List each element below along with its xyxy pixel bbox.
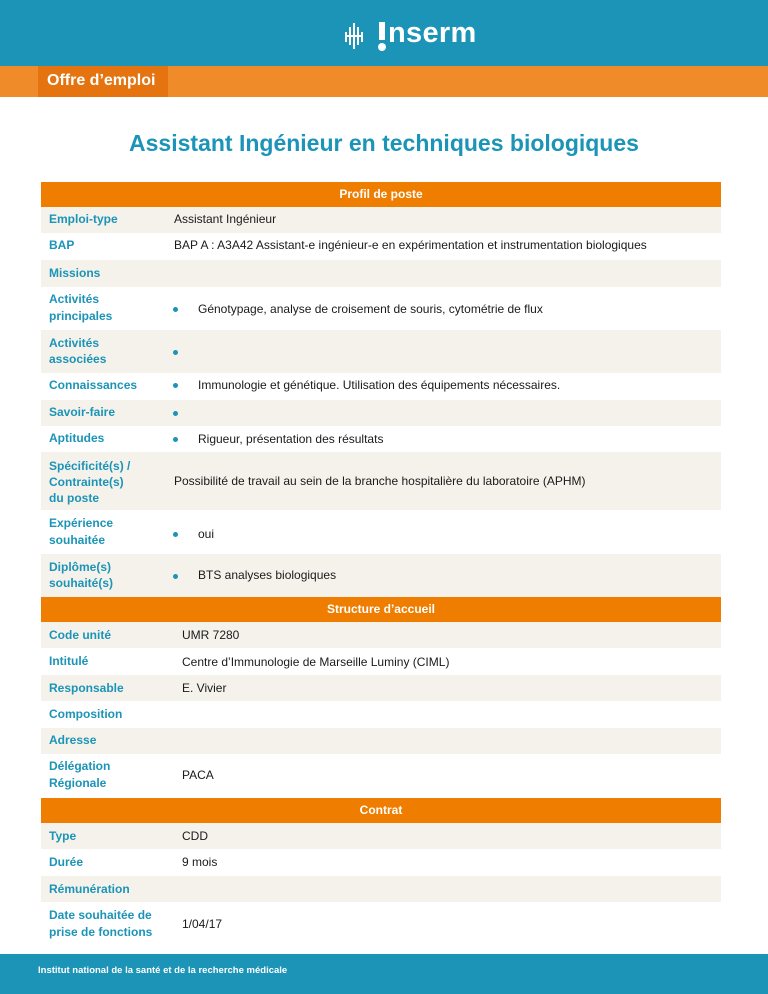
label-diplome-1: Diplôme(s) (49, 560, 112, 574)
label-code-unite: Code unité (49, 628, 111, 642)
label-intitule: Intitulé (49, 654, 89, 668)
label-delegation-1: Délégation (49, 759, 111, 773)
row-aptitudes (41, 426, 721, 452)
label-savoir-faire: Savoir-faire (49, 405, 116, 419)
label-experience-2: souhaitée (49, 533, 106, 547)
row-bap (41, 233, 721, 260)
row-specificite (41, 452, 721, 510)
label-missions: Missions (49, 266, 101, 280)
header-bar (0, 0, 768, 66)
row-duree (41, 849, 721, 876)
value-activites-principales: Génotypage, analyse de croisement de souris, cytométrie de flux (198, 302, 543, 316)
label-connaissances: Connaissances (49, 378, 138, 392)
label-diplome-2: souhaité(s) (49, 576, 114, 590)
label-date-1: Date souhaitée de (49, 908, 152, 922)
footer-bar (0, 954, 768, 994)
inserm-logo (345, 17, 477, 60)
offer-bar (0, 66, 768, 97)
label-responsable: Responsable (49, 681, 124, 695)
value-date: 1/04/17 (182, 917, 223, 931)
bullet-icon (173, 411, 178, 416)
logo-wordmark: nserm (388, 17, 477, 49)
row-code-unite (41, 622, 721, 648)
label-remuneration: Rémunération (49, 882, 130, 896)
row-delegation (41, 754, 721, 798)
footer-text: Institut national de la santé et de la recherche médicale (38, 965, 288, 976)
label-activites-principales-2: principales (49, 309, 113, 323)
label-delegation-2: Régionale (49, 776, 107, 790)
bullet-icon (173, 307, 178, 312)
logo-letter-i (377, 20, 388, 52)
value-code-unite: UMR 7280 (182, 628, 240, 642)
section-header-structure: Structure d’accueil (41, 597, 721, 622)
bullet-icon (173, 574, 178, 579)
row-responsable (41, 675, 721, 701)
row-savoir-faire (41, 400, 721, 426)
offer-label: Offre d’emploi (47, 72, 156, 89)
row-remuneration (41, 876, 721, 902)
label-aptitudes: Aptitudes (49, 431, 105, 445)
value-specificite: Possibilité de travail au sein de la branche hospitalière du laboratoire (APHM) (174, 474, 586, 488)
label-experience-1: Expérience (49, 516, 114, 530)
value-delegation: PACA (182, 768, 214, 782)
label-specificite-3: du poste (49, 491, 99, 505)
value-diplome: BTS analyses biologiques (198, 568, 337, 582)
row-date-prise-fonctions (41, 902, 721, 946)
label-activites-principales-1: Activités (49, 292, 100, 306)
label-adresse: Adresse (49, 733, 97, 747)
row-emploi-type (41, 207, 721, 233)
label-activites-associees-1: Activités (49, 336, 100, 350)
label-duree: Durée (49, 855, 84, 869)
value-experience: oui (198, 527, 215, 541)
bullet-icon (173, 532, 178, 537)
section-header-profil: Profil de poste (41, 182, 721, 207)
label-type: Type (49, 829, 77, 843)
bullet-icon (173, 383, 178, 388)
value-connaissances: Immunologie et génétique. Utilisation des équipements nécessaires. (198, 378, 561, 392)
label-emploi-type: Emploi-type (49, 212, 118, 226)
row-type (41, 823, 721, 849)
label-specificite-2: Contrainte(s) (49, 475, 124, 489)
row-missions (41, 260, 721, 287)
label-composition: Composition (49, 707, 123, 721)
value-duree: 9 mois (182, 855, 218, 869)
value-emploi-type: Assistant Ingénieur (174, 212, 277, 226)
inserm-logo-icon (345, 23, 367, 49)
label-activites-associees-2: associées (49, 352, 107, 366)
value-aptitudes: Rigueur, présentation des résultats (198, 432, 384, 446)
label-specificite-1: Spécificité(s) / (49, 459, 131, 473)
value-bap: BAP A : A3A42 Assistant-e ingénieur-e en expérimentation et instrumentation biologiques (174, 238, 647, 252)
value-type: CDD (182, 829, 208, 843)
row-activites-principales (41, 287, 721, 330)
row-connaissances (41, 373, 721, 400)
row-adresse (41, 728, 721, 754)
bullet-icon (173, 350, 178, 355)
row-experience (41, 510, 721, 554)
row-intitule (41, 648, 721, 675)
row-composition (41, 701, 721, 728)
value-responsable: E. Vivier (182, 681, 227, 695)
section-header-contrat: Contrat (41, 798, 721, 823)
label-date-2: prise de fonctions (49, 925, 153, 939)
row-activites-associees (41, 330, 721, 373)
bullet-icon (173, 437, 178, 442)
page-title: Assistant Ingénieur en techniques biologiques (129, 130, 639, 156)
row-diplome (41, 554, 721, 597)
label-bap: BAP (49, 238, 75, 252)
value-intitule: Centre d’Immunologie de Marseille Luminy (CIML) (182, 655, 450, 669)
